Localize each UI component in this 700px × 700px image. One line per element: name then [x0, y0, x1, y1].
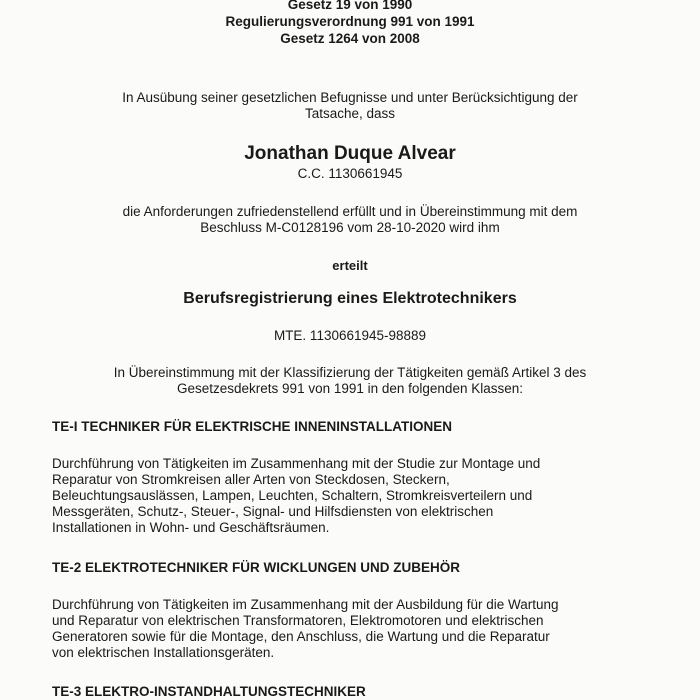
law-line: Gesetz 19 von 1990: [287, 0, 413, 12]
section-line: Installationen in Wohn- und Geschäftsräumen.: [52, 520, 330, 535]
holder-name: Jonathan Duque Alvear: [244, 143, 456, 164]
classification-paragraph: [50, 365, 650, 397]
section-line: Messgeräten, Schutz-, Steuer-, Signal- und Hilfsdiensten von elektrischen: [52, 504, 494, 519]
section-line: Beleuchtungsauslässen, Lampen, Leuchten, Schaltern, Stromkreisverteilern und: [52, 488, 533, 503]
section-body: [52, 456, 652, 536]
intro-paragraph: [60, 90, 640, 122]
intro-line: Tatsache, dass: [304, 106, 396, 121]
section-line: Durchführung von Tätigkeiten im Zusammenhang mit der Studie zur Montage und: [52, 456, 541, 471]
section-heading: TE-I TECHNIKER FÜR ELEKTRISCHE INNENINSTALLATIONEN: [52, 419, 452, 434]
classification-line: In Übereinstimmung mit der Klassifizierung der Tätigkeiten gemäß Artikel 3 des: [113, 365, 587, 380]
section-heading: TE-3 ELEKTRO-INSTANDHALTUNGSTECHNIKER: [52, 684, 366, 699]
registration-number: MTE. 1130661945-98889: [273, 328, 427, 343]
section-line: von elektrischen Installationsgeräten.: [52, 645, 275, 660]
section-line: und Reparatur von elektrischen Transformatoren, Elektromotoren und elektrischen: [52, 613, 544, 628]
section-body: [52, 597, 652, 661]
registration-title: Berufsregistrierung eines Elektrotechnikers: [183, 290, 517, 307]
section-line: Generatoren sowie für die Montage, den Anschluss, die Wartung und die Reparatur: [52, 629, 550, 644]
decision-paragraph: [60, 204, 640, 236]
decision-line: Beschluss M-C0128196 vom 28-10-2020 wird ihm: [200, 220, 500, 235]
law-line: Gesetz 1264 von 2008: [280, 31, 420, 46]
legal-basis: [0, 0, 700, 47]
intro-line: In Ausübung seiner gesetzlichen Befugnisse und unter Berücksichtigung der: [122, 90, 578, 105]
section-line: Reparatur von Stromkreisen aller Arten von Steckdosen, Steckern,: [52, 472, 450, 487]
granted-label: erteilt: [332, 258, 368, 273]
decision-line: die Anforderungen zufriedenstellend erfüllt und in Übereinstimmung mit dem: [122, 204, 578, 219]
section-heading: TE-2 ELEKTROTECHNIKER FÜR WICKLUNGEN UND ZUBEHÖR: [52, 560, 460, 575]
section-line: Durchführung von Tätigkeiten im Zusammenhang mit der Ausbildung für die Wartung: [52, 597, 559, 612]
holder-id: C.C. 1130661945: [297, 166, 403, 181]
classification-line: Gesetzesdekrets 991 von 1991 in den folgenden Klassen:: [177, 381, 523, 396]
law-line: Regulierungsverordnung 991 von 1991: [225, 14, 475, 29]
